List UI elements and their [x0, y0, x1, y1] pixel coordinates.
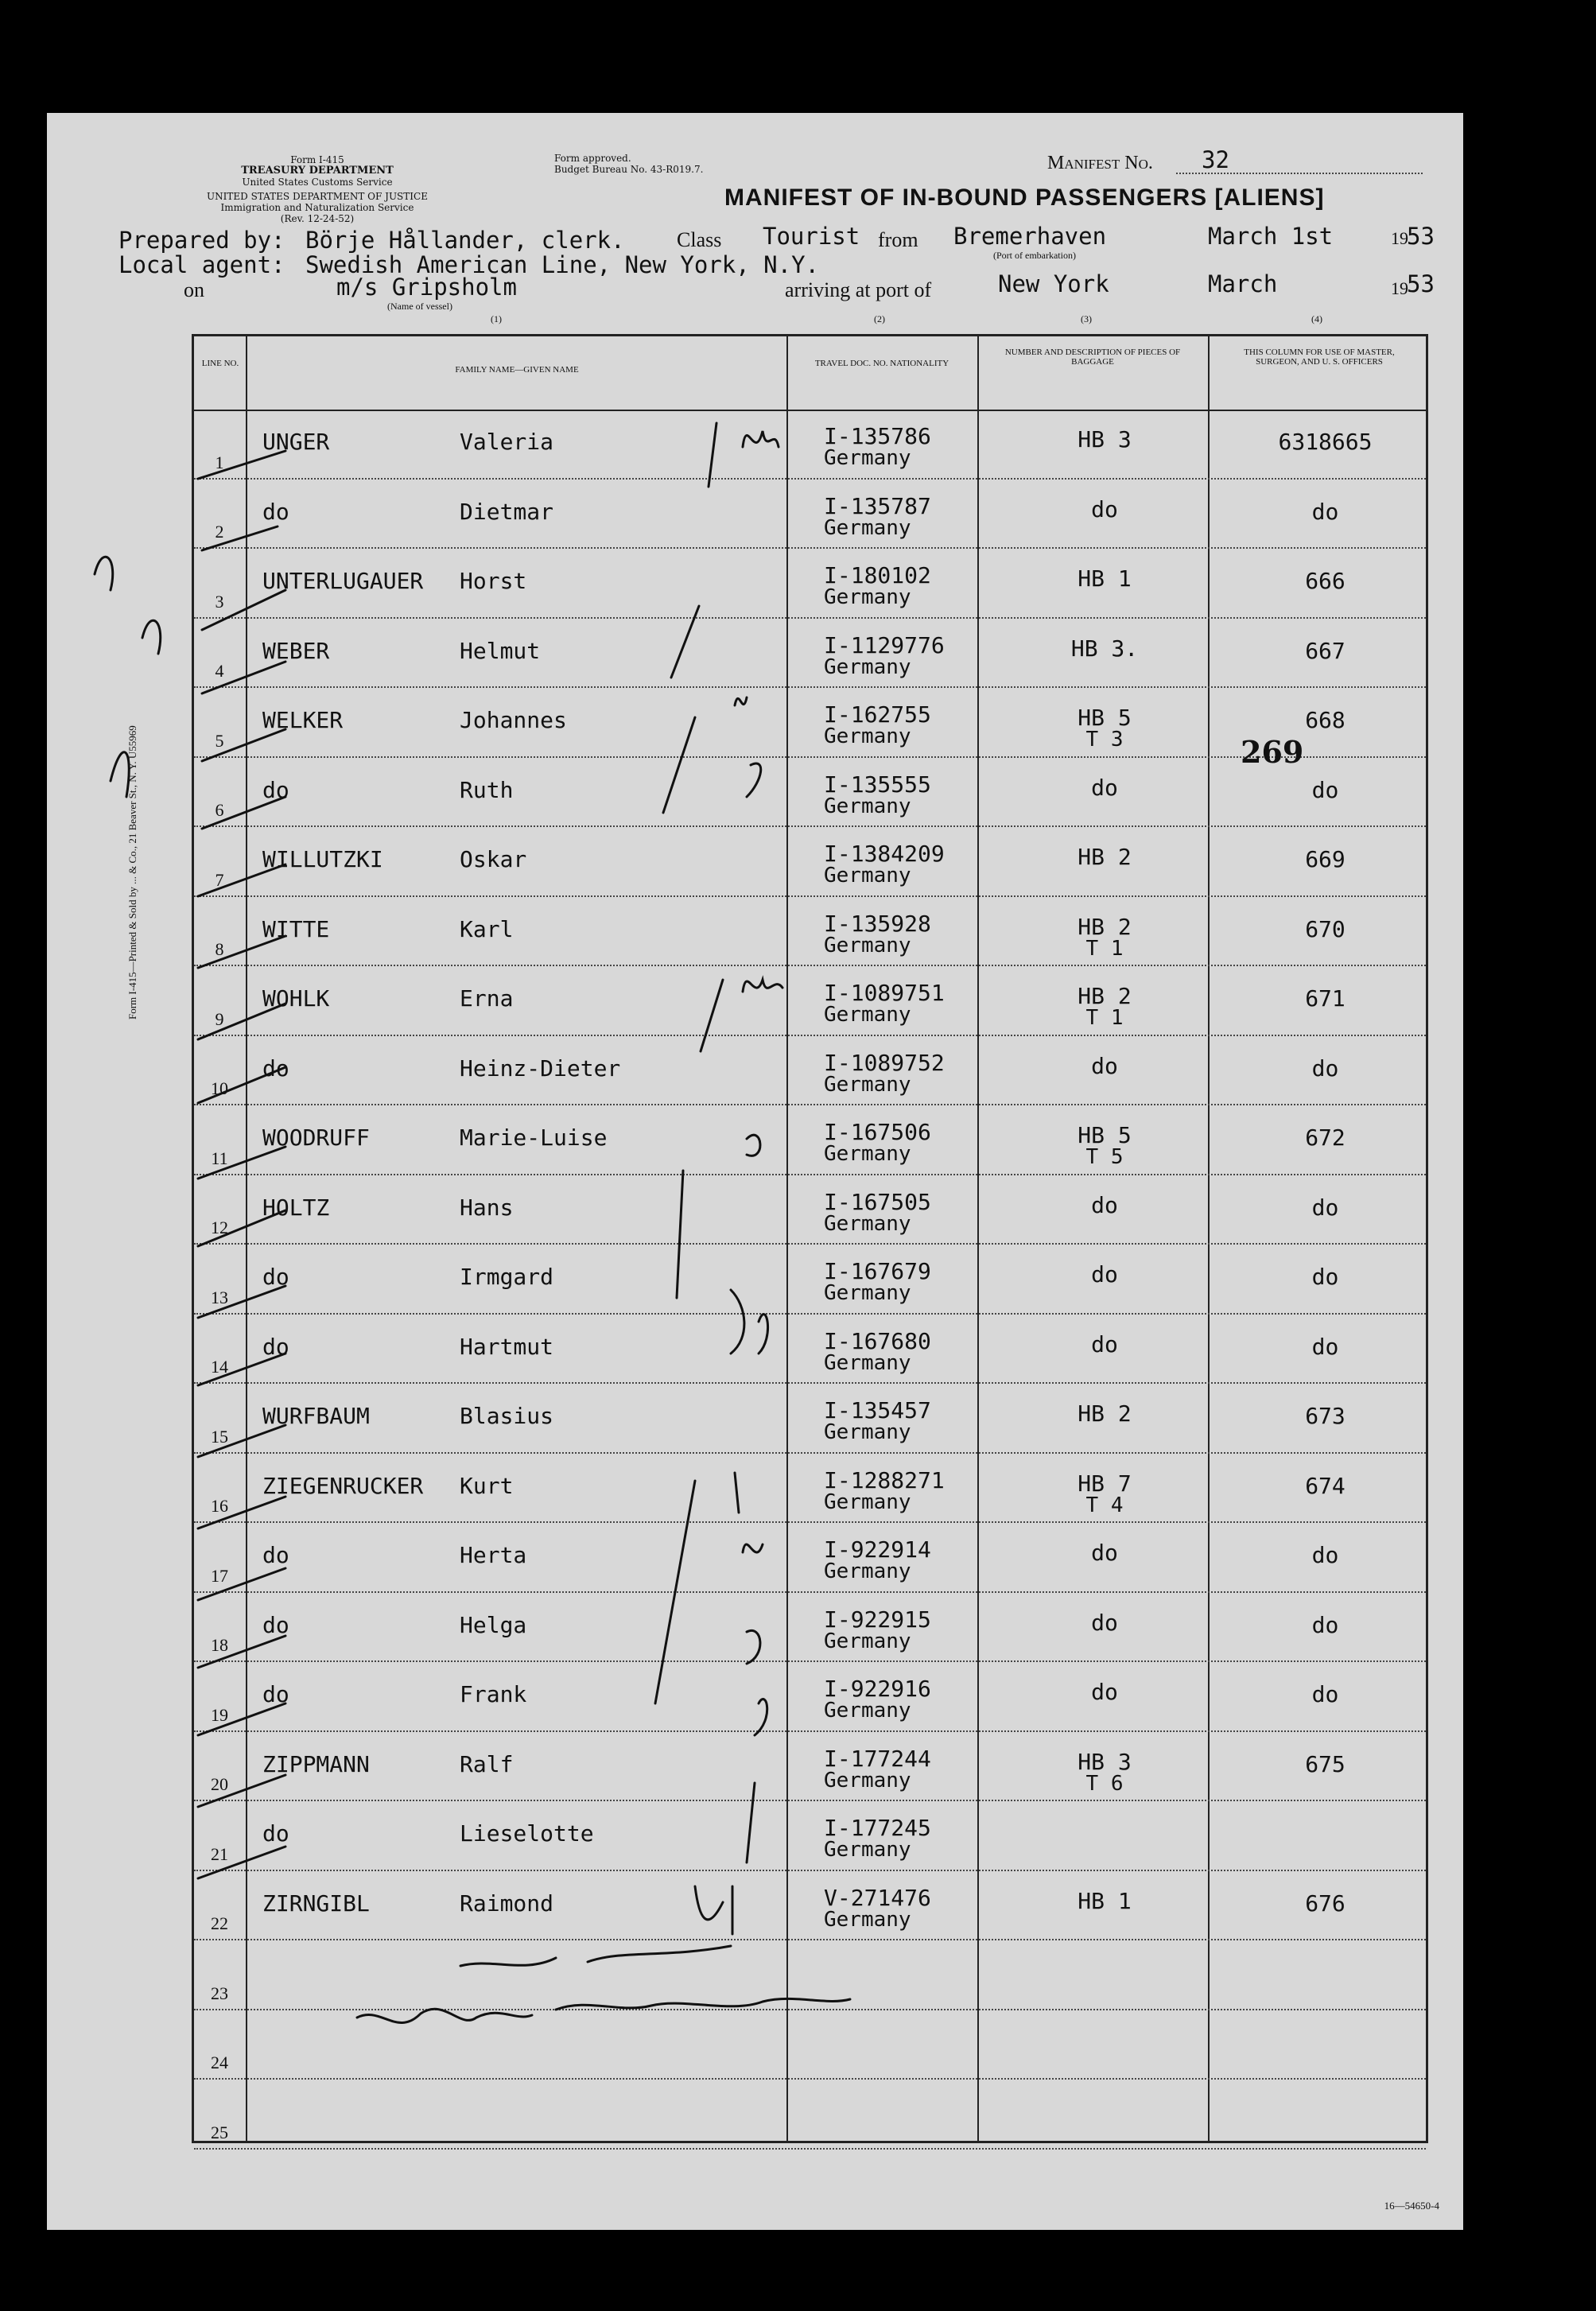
- arrival-port: New York: [998, 270, 1109, 297]
- treasury-dept: TREASURY DEPARTMENT: [241, 165, 394, 177]
- form-number: Form I-415: [290, 154, 344, 165]
- travel-doc-number: I-135928: [824, 910, 931, 937]
- travel-doc-number: I-922915: [824, 1606, 931, 1633]
- manifest-no-label: Manifest No.: [1047, 153, 1153, 173]
- table-row: [194, 619, 1426, 689]
- nationality: Germany: [824, 864, 911, 888]
- table-row: [194, 1593, 1426, 1663]
- nationality: Germany: [824, 724, 911, 748]
- travel-doc-number: I-177245: [824, 1815, 931, 1841]
- table-row: [194, 1871, 1426, 1941]
- baggage: do: [1091, 774, 1118, 801]
- baggage: HB 2: [1078, 913, 1132, 940]
- form-revision: (Rev. 12-24-52): [280, 213, 355, 224]
- nationality: Germany: [824, 1072, 911, 1097]
- line-number: 14: [211, 1357, 228, 1377]
- nationality: Germany: [824, 1211, 911, 1236]
- line-number: 18: [211, 1635, 228, 1655]
- line-number: 13: [211, 1287, 228, 1307]
- baggage: HB 3: [1078, 426, 1132, 452]
- baggage-trunks: T 1: [1085, 1006, 1124, 1030]
- col-line-no: LINE NO.: [201, 359, 239, 368]
- officer-note: do: [1311, 1681, 1339, 1707]
- officer-note: 672: [1305, 1124, 1346, 1151]
- given-name: Heinz-Dieter: [460, 1055, 621, 1082]
- departure-date: March 1st: [1208, 223, 1334, 250]
- line-number: 25: [211, 2122, 228, 2142]
- officer-note: 675: [1305, 1750, 1346, 1777]
- baggage: HB 7: [1078, 1470, 1132, 1497]
- line-number: 22: [211, 1913, 228, 1933]
- form-approved: Form approved.: [554, 153, 631, 164]
- travel-doc-number: I-1089751: [824, 980, 945, 1006]
- col-name: FAMILY NAME—GIVEN NAME: [455, 365, 579, 375]
- family-name: WEBER: [262, 637, 330, 664]
- table-row: [194, 1454, 1426, 1524]
- given-name: Ralf: [460, 1750, 514, 1777]
- baggage: HB 2: [1078, 1400, 1132, 1427]
- table-row: [194, 1175, 1426, 1245]
- table-row: [194, 1105, 1426, 1175]
- travel-doc-number: I-135787: [824, 492, 931, 519]
- officer-note: 676: [1305, 1890, 1346, 1917]
- officer-note: 671: [1305, 985, 1346, 1012]
- baggage: HB 3.: [1070, 635, 1139, 662]
- given-name: Karl: [460, 915, 514, 942]
- officer-note: do: [1311, 1194, 1339, 1221]
- table-row: [194, 1732, 1426, 1802]
- travel-doc-number: I-922914: [824, 1536, 931, 1563]
- officer-note: 666: [1305, 568, 1346, 594]
- travel-doc-number: I-162755: [824, 701, 931, 728]
- travel-doc-number: I-1129776: [824, 631, 945, 658]
- baggage: do: [1091, 1679, 1118, 1705]
- family-name: do: [262, 498, 289, 525]
- nationality: Germany: [824, 1281, 911, 1305]
- line-number: 7: [215, 869, 224, 890]
- table-row: [194, 2010, 1426, 2080]
- baggage: do: [1091, 1261, 1118, 1288]
- given-name: Raimond: [460, 1890, 554, 1917]
- officer-note: do: [1311, 1542, 1339, 1568]
- on-label: on: [184, 278, 204, 301]
- travel-doc-number: V-271476: [824, 1884, 931, 1911]
- line-number: 1: [215, 452, 224, 472]
- travel-doc-number: I-135457: [824, 1397, 931, 1423]
- form-code: 16—54650-4: [1384, 2200, 1439, 2212]
- officer-note: do: [1311, 1264, 1339, 1290]
- nationality: Germany: [824, 933, 911, 957]
- line-number: 24: [211, 2053, 228, 2072]
- vessel-caption: (Name of vessel): [387, 301, 452, 312]
- officer-note: do: [1311, 498, 1339, 525]
- table-row: [194, 1801, 1426, 1871]
- nationality: Germany: [824, 1907, 911, 1932]
- manifest-title: MANIFEST OF IN-BOUND PASSENGERS [ALIENS]: [724, 184, 1325, 211]
- officer-note: 667: [1305, 637, 1346, 664]
- given-name: Dietmar: [460, 498, 554, 525]
- nationality: Germany: [824, 1699, 911, 1723]
- family-name: do: [262, 1055, 289, 1082]
- given-name: Herta: [460, 1542, 527, 1568]
- page-stamp: 269: [1241, 734, 1304, 770]
- nationality: Germany: [824, 794, 911, 818]
- family-name: UNGER: [262, 429, 330, 455]
- line-number: 12: [211, 1218, 228, 1237]
- family-name: do: [262, 1333, 289, 1360]
- nationality: Germany: [824, 654, 911, 679]
- given-name: Johannes: [460, 707, 567, 733]
- baggage: HB 1: [1078, 1887, 1132, 1914]
- printer-side-text: Form I-415—Printed & Sold by ... & Co., 21 Beaver St., N. Y. U55969: [126, 725, 138, 1020]
- family-name: ZIPPMANN: [262, 1750, 370, 1777]
- table-row: [194, 1662, 1426, 1732]
- arrival-year-prefix: 19: [1391, 278, 1408, 298]
- family-name: do: [262, 776, 289, 803]
- given-name: Lieselotte: [460, 1820, 594, 1847]
- nationality: Germany: [824, 1003, 911, 1027]
- travel-doc-number: I-135786: [824, 423, 931, 449]
- nationality: Germany: [824, 1838, 911, 1862]
- family-name: UNTERLUGAUER: [262, 568, 424, 594]
- travel-doc-number: I-1288271: [824, 1466, 945, 1493]
- baggage-trunks: T 6: [1085, 1771, 1124, 1796]
- from-label: from: [878, 228, 918, 251]
- col-officers: THIS COLUMN FOR USE OF MASTER, SURGEON, AND U. S. OFFICERS: [1244, 348, 1395, 367]
- baggage: HB 3: [1078, 1748, 1132, 1775]
- officer-note: do: [1311, 1611, 1339, 1638]
- line-number: 11: [211, 1148, 228, 1168]
- officer-note: do: [1311, 1333, 1339, 1360]
- arrival-date: March: [1208, 270, 1278, 297]
- nationality: Germany: [824, 1350, 911, 1375]
- line-number: 17: [211, 1565, 228, 1586]
- nationality: Germany: [824, 1768, 911, 1792]
- officer-note: 668: [1305, 707, 1346, 733]
- customs-service: United States Customs Service: [242, 177, 393, 188]
- table-row: [194, 966, 1426, 1036]
- officer-note: 6318665: [1278, 429, 1373, 455]
- given-name: Valeria: [460, 429, 554, 455]
- baggage: HB 2: [1078, 844, 1132, 870]
- given-name: Hartmut: [460, 1333, 554, 1360]
- nationality: Germany: [824, 1559, 911, 1583]
- baggage: HB 2: [1078, 983, 1132, 1009]
- baggage-trunks: T 3: [1085, 728, 1124, 752]
- table-row: [194, 2080, 1426, 2150]
- col-num-1: (1): [491, 313, 502, 324]
- family-name: WITTE: [262, 915, 330, 942]
- baggage-trunks: T 4: [1085, 1493, 1124, 1517]
- family-name: WELKER: [262, 707, 344, 733]
- line-number: 10: [211, 1078, 228, 1098]
- family-name: do: [262, 1542, 289, 1568]
- form-agency-block: [158, 154, 476, 224]
- travel-doc-number: I-180102: [824, 562, 931, 588]
- line-number: 9: [215, 1008, 224, 1029]
- travel-doc-number: I-1384209: [824, 841, 945, 867]
- table-row: [194, 1245, 1426, 1315]
- passenger-table: [192, 334, 1428, 2143]
- table-row: [194, 480, 1426, 550]
- local-agent-label: Local agent:: [118, 251, 285, 278]
- table-row: [194, 1384, 1426, 1454]
- justice-dept: UNITED STATES DEPARTMENT OF JUSTICE: [207, 191, 428, 202]
- given-name: Erna: [460, 985, 514, 1012]
- line-number: 5: [215, 730, 224, 751]
- officer-note: 674: [1305, 1472, 1346, 1499]
- family-name: ZIRNGIBL: [262, 1890, 370, 1917]
- given-name: Irmgard: [460, 1264, 554, 1290]
- line-number: 4: [215, 661, 224, 681]
- class-value: Tourist: [763, 223, 860, 250]
- baggage-trunks: T 5: [1085, 1145, 1124, 1169]
- travel-doc-number: I-922916: [824, 1676, 931, 1702]
- table-row: [194, 827, 1426, 897]
- officer-note: 670: [1305, 915, 1346, 942]
- travel-doc-number: I-1089752: [824, 1049, 945, 1076]
- family-name: ZIEGENRUCKER: [262, 1472, 424, 1499]
- table-row: [194, 897, 1426, 967]
- nationality: Germany: [824, 585, 911, 609]
- travel-doc-number: I-177244: [824, 1745, 931, 1772]
- manifest-page: [47, 113, 1463, 2230]
- family-name: do: [262, 1611, 289, 1638]
- table-row: [194, 1315, 1426, 1385]
- nationality: Germany: [824, 1420, 911, 1444]
- given-name: Oskar: [460, 846, 527, 872]
- family-name: do: [262, 1681, 289, 1707]
- baggage: do: [1091, 495, 1118, 522]
- officer-note: 669: [1305, 846, 1346, 872]
- given-name: Ruth: [460, 776, 514, 803]
- family-name: WOODRUFF: [262, 1124, 370, 1151]
- travel-doc-number: I-135555: [824, 771, 931, 798]
- baggage: do: [1091, 1191, 1118, 1218]
- local-agent-value: Swedish American Line, New York, N.Y.: [305, 251, 820, 278]
- family-name: do: [262, 1820, 289, 1847]
- embarkation-port: Bremerhaven: [953, 223, 1107, 250]
- departure-year-prefix: 19: [1391, 228, 1408, 248]
- line-number: 8: [215, 939, 224, 959]
- officer-note: 673: [1305, 1403, 1346, 1429]
- embarkation-caption: (Port of embarkation): [993, 250, 1076, 261]
- vessel-name: m/s Gripsholm: [336, 274, 517, 301]
- table-row: [194, 1523, 1426, 1593]
- col-num-2: (2): [874, 313, 885, 324]
- baggage: HB 1: [1078, 565, 1132, 592]
- nationality: Germany: [824, 515, 911, 540]
- table-row: [194, 410, 1426, 480]
- nationality: Germany: [824, 1629, 911, 1653]
- family-name: WURFBAUM: [262, 1403, 370, 1429]
- given-name: Frank: [460, 1681, 527, 1707]
- given-name: Kurt: [460, 1472, 514, 1499]
- budget-bureau: Budget Bureau No. 43-R019.7.: [554, 164, 704, 175]
- family-name: HOLTZ: [262, 1194, 330, 1221]
- baggage: do: [1091, 1330, 1118, 1357]
- baggage: do: [1091, 1540, 1118, 1566]
- baggage: HB 5: [1078, 705, 1132, 731]
- line-number: 2: [215, 522, 224, 542]
- col-baggage: NUMBER AND DESCRIPTION OF PIECES OF BAGGAGE: [1004, 348, 1181, 367]
- family-name: WOHLK: [262, 985, 330, 1012]
- nationality: Germany: [824, 1142, 911, 1166]
- travel-doc-number: I-167505: [824, 1188, 931, 1215]
- col-travel-doc: TRAVEL DOC. NO. NATIONALITY: [814, 359, 949, 368]
- line-number: 21: [211, 1843, 228, 1864]
- line-number: 6: [215, 800, 224, 820]
- arriving-label: arriving at port of: [785, 278, 932, 301]
- immigration-service: Immigration and Naturalization Service: [220, 202, 414, 213]
- travel-doc-number: I-167506: [824, 1119, 931, 1145]
- travel-doc-number: I-167680: [824, 1327, 931, 1354]
- baggage: do: [1091, 1052, 1118, 1079]
- arrival-year: 53: [1407, 270, 1435, 297]
- line-number: 20: [211, 1774, 228, 1794]
- given-name: Marie-Luise: [460, 1124, 608, 1151]
- manifest-no-value: 32: [1202, 146, 1229, 173]
- col-num-3: (3): [1081, 313, 1092, 324]
- family-name: do: [262, 1264, 289, 1290]
- table-row: [194, 549, 1426, 619]
- departure-year: 53: [1407, 223, 1435, 250]
- line-number: 19: [211, 1704, 228, 1725]
- given-name: Helmut: [460, 637, 541, 664]
- nationality: Germany: [824, 1490, 911, 1514]
- baggage: do: [1091, 1609, 1118, 1636]
- prepared-by-label: Prepared by:: [118, 227, 285, 254]
- line-number: 23: [211, 1983, 228, 2003]
- class-label: Class: [677, 228, 722, 251]
- baggage-trunks: T 1: [1085, 936, 1124, 961]
- given-name: Hans: [460, 1194, 514, 1221]
- given-name: Blasius: [460, 1403, 554, 1429]
- given-name: Helga: [460, 1611, 527, 1638]
- line-number: 3: [215, 591, 224, 612]
- prepared-by-value: Börje Hållander, clerk.: [305, 227, 625, 254]
- baggage: HB 5: [1078, 1122, 1132, 1148]
- travel-doc-number: I-167679: [824, 1258, 931, 1284]
- form-approval: [554, 153, 703, 175]
- line-number: 15: [211, 1426, 228, 1447]
- table-row: [194, 1036, 1426, 1106]
- nationality: Germany: [824, 446, 911, 470]
- given-name: Horst: [460, 568, 527, 594]
- col-num-4: (4): [1311, 313, 1322, 324]
- officer-note: do: [1311, 776, 1339, 803]
- table-row: [194, 1940, 1426, 2010]
- officer-note: do: [1311, 1055, 1339, 1082]
- family-name: WILLUTZKI: [262, 846, 383, 872]
- line-number: 16: [211, 1496, 228, 1516]
